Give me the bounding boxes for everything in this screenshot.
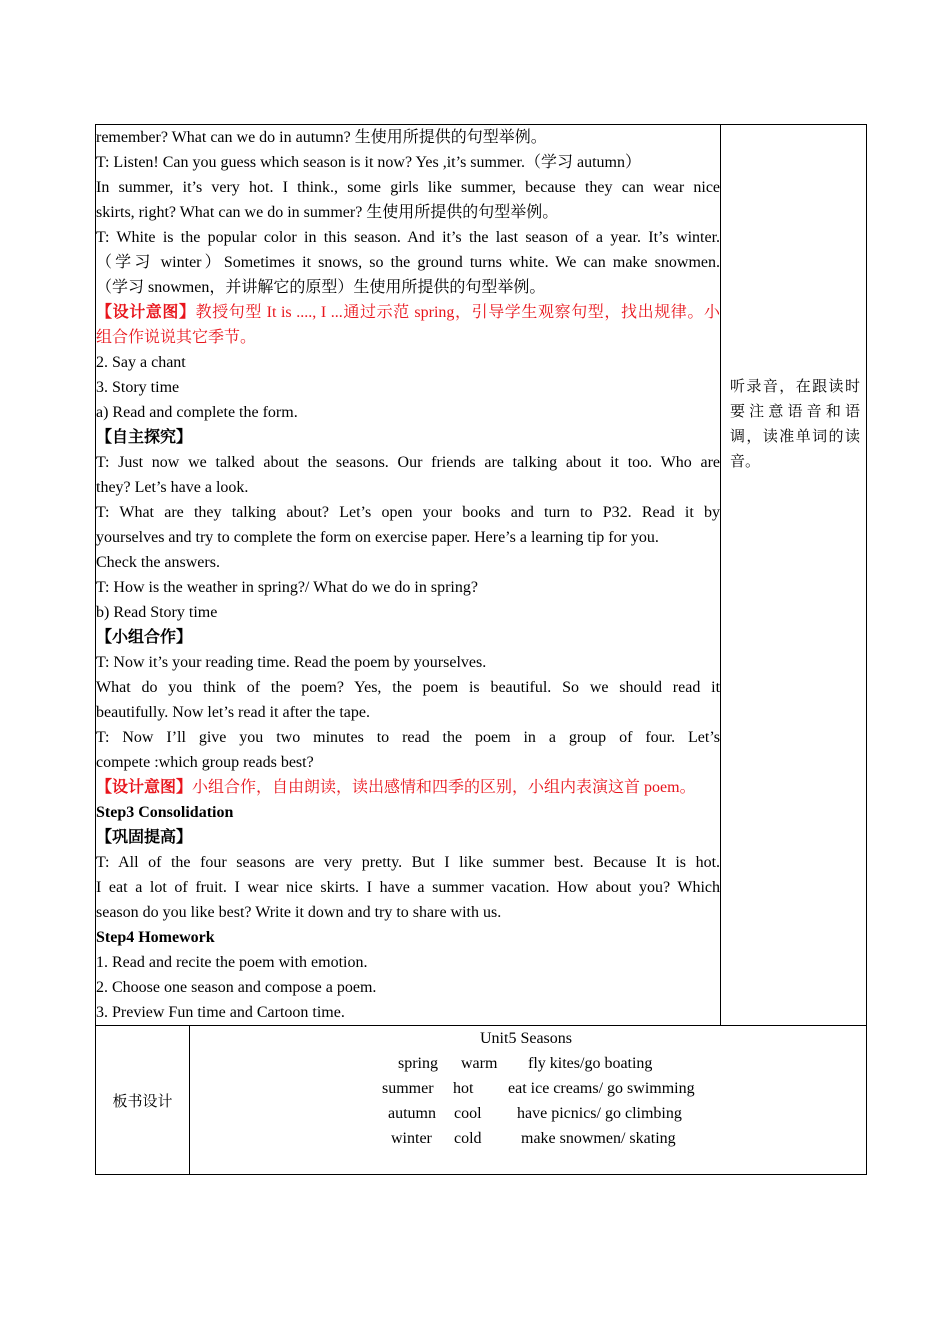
text-line: remember? What can we do in autumn? 生使用所提供的句型举例。 <box>96 129 547 146</box>
teaching-process-cell <box>96 125 721 1026</box>
board-weather: cold <box>454 1130 482 1147</box>
design-intent-text: 教授句型 It is ...., I ...通过示范 spring，引导学生观察句型，找出规律。小 <box>195 304 720 321</box>
blackboard-design <box>190 1026 866 1174</box>
board-weather: cool <box>454 1105 482 1122</box>
text-line: they? Let’s have a look. <box>96 479 249 496</box>
text-line: （学习 winter）Sometimes it snows, so the ground turns white. We can make snowmen. <box>96 254 721 271</box>
text-line: What do you think of the poem? Yes, the poem is beautiful. So we should read it <box>96 679 721 696</box>
blackboard-label: 板书设计 <box>96 1026 190 1175</box>
board-season: summer <box>382 1080 434 1097</box>
step-item: 2. Say a chant <box>96 354 186 371</box>
text-line: （学习 snowmen，并讲解它的原型）生使用所提供的句型举例。 <box>96 279 546 296</box>
self-explore-heading: 【自主探究】 <box>96 429 193 446</box>
step3-heading: Step3 Consolidation <box>96 804 234 821</box>
step-item: a) Read and complete the form. <box>96 404 298 421</box>
group-work-heading: 【小组合作】 <box>96 629 193 646</box>
board-season: autumn <box>388 1105 436 1122</box>
board-weather: hot <box>453 1080 474 1097</box>
text-line: skirts, right? What can we do in summer? 生使用所提供的句型举例。 <box>96 204 559 221</box>
teaching-process-row <box>96 125 867 1026</box>
text-line: compete :which group reads best? <box>96 754 314 771</box>
homework-item: 2. Choose one season and compose a poem. <box>96 979 377 996</box>
text-line: T: What are they talking about? Let’s open your books and turn to P32. Read it by <box>96 504 721 521</box>
process-lines <box>96 125 720 300</box>
board-activity: fly kites/go boating <box>528 1055 653 1072</box>
text-line: beautifully. Now let’s read it after the tape. <box>96 704 370 721</box>
teacher-note: 听录音，在跟读时要注意语音和语调，读准单词的读音。 <box>730 377 860 470</box>
teacher-note-cell <box>721 125 867 1026</box>
board-activity: eat ice creams/ go swimming <box>508 1080 695 1097</box>
board-title: Unit5 Seasons <box>480 1030 572 1047</box>
text-line: T: Listen! Can you guess which season is it now? Yes ,it’s summer.（学习 autumn） <box>96 154 641 171</box>
text-line: I eat a lot of fruit. I wear nice skirts. I have a summer vacation. How about you? Which <box>96 879 721 896</box>
consolidation-heading: 【巩固提高】 <box>96 829 193 846</box>
design-intent-tag: 【设计意图】 <box>96 779 193 796</box>
board-weather: warm <box>461 1055 498 1072</box>
step4-heading: Step4 Homework <box>96 929 215 946</box>
design-intent-2 <box>96 775 720 800</box>
text-line: T: All of the four seasons are very pretty. But I like summer best. Because It is hot. <box>96 854 721 871</box>
text-line: b) Read Story time <box>96 604 218 621</box>
homework-item: 3. Preview Fun time and Cartoon time. <box>96 1004 345 1021</box>
text-line: yourselves and try to complete the form on exercise paper. Here’s a learning tip for you. <box>96 529 659 546</box>
text-line: T: White is the popular color in this season. And it’s the last season of a year. It’s winter. <box>96 229 721 246</box>
design-intent-1 <box>96 300 720 325</box>
text-line: T: Now I’ll give you two minutes to read the poem in a group of four. Let’s <box>96 729 721 746</box>
text-line: T: Now it’s your reading time. Read the poem by yourselves. <box>96 654 487 671</box>
design-intent-text: 小组合作，自由朗读，读出感情和四季的区别，小组内表演这首 poem。 <box>192 779 696 796</box>
homework-item: 1. Read and recite the poem with emotion. <box>96 954 368 971</box>
step-item: 3. Story time <box>96 379 180 396</box>
board-activity: make snowmen/ skating <box>521 1130 676 1147</box>
text-line: T: How is the weather in spring?/ What do we do in spring? <box>96 579 478 596</box>
text-line: In summer, it’s very hot. I think., some girls like summer, because they can wear nice <box>96 179 721 196</box>
blackboard-content-cell <box>190 1026 867 1175</box>
design-intent-1-cont: 组合作说说其它季节。 <box>96 329 257 346</box>
board-season: winter <box>391 1130 432 1147</box>
design-intent-tag: 【设计意图】 <box>96 304 196 321</box>
text-line: T: Just now we talked about the seasons. Our friends are talking about it too. Who are <box>96 454 721 471</box>
text-line: Check the answers. <box>96 554 220 571</box>
board-activity: have picnics/ go climbing <box>517 1105 682 1122</box>
blackboard-row <box>96 1026 867 1175</box>
lesson-plan-table <box>95 124 867 1175</box>
text-line: season do you like best? Write it down and try to share with us. <box>96 904 502 921</box>
board-season: spring <box>398 1055 438 1072</box>
